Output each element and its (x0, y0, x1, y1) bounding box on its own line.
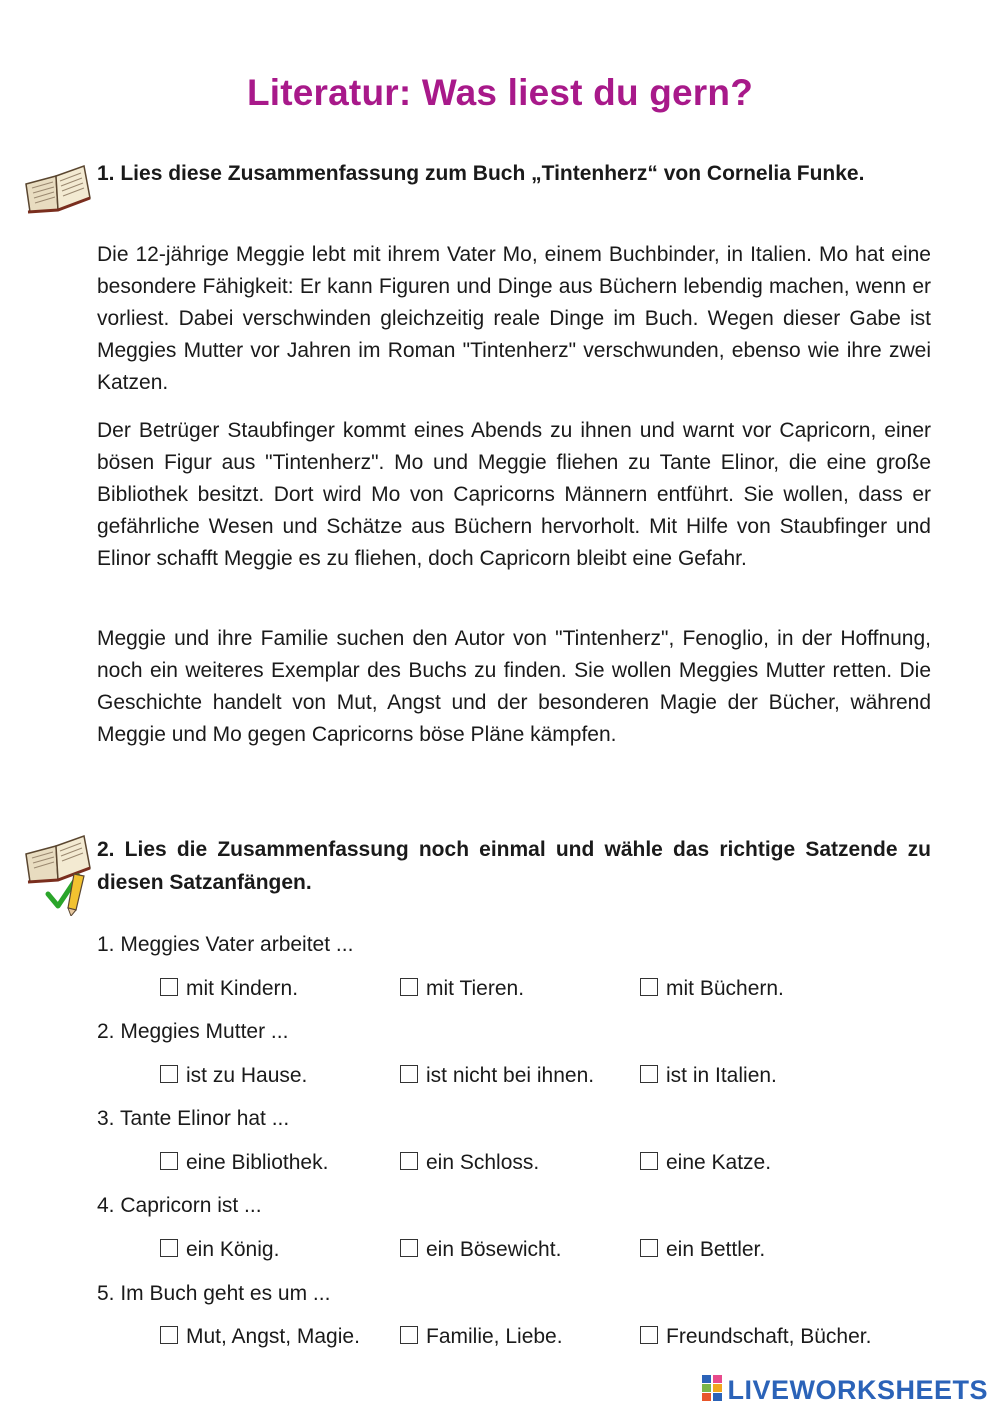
answer-option[interactable]: eine Bibliothek. (160, 1150, 328, 1176)
brand-name: LIVEWORKSHEETS (727, 1375, 988, 1405)
checkbox[interactable] (400, 1065, 418, 1083)
task1-heading: 1. Lies diese Zusammenfassung zum Buch „Tintenherz“ von Cornelia Funke. (97, 162, 865, 185)
checkbox[interactable] (640, 1326, 658, 1344)
question-prompt: 1. Meggies Vater arbeitet ... (97, 933, 354, 956)
logo-icon (701, 1374, 723, 1407)
answer-option[interactable]: ein König. (160, 1237, 279, 1263)
question-prompt: 4. Capricorn ist ... (97, 1194, 262, 1217)
answer-option[interactable]: ein Bettler. (640, 1237, 765, 1263)
checkbox[interactable] (160, 1239, 178, 1257)
liveworksheets-logo (701, 1374, 988, 1407)
answer-option[interactable]: Mut, Angst, Magie. (160, 1324, 360, 1350)
question-prompt: 5. Im Buch geht es um ... (97, 1282, 331, 1305)
checkbox[interactable] (400, 1239, 418, 1257)
question-prompt: 3. Tante Elinor hat ... (97, 1107, 290, 1130)
checkbox[interactable] (160, 1065, 178, 1083)
answer-option[interactable]: Freundschaft, Bücher. (640, 1324, 871, 1350)
checkbox[interactable] (640, 978, 658, 996)
page-title: Literatur: Was liest du gern? (246, 72, 754, 113)
checkbox[interactable] (400, 1326, 418, 1344)
open-book-icon (22, 162, 92, 214)
checkbox[interactable] (160, 1152, 178, 1170)
checkbox[interactable] (400, 1152, 418, 1170)
answer-option[interactable]: ist in Italien. (640, 1063, 777, 1089)
checkbox[interactable] (640, 1152, 658, 1170)
answer-option[interactable]: ist zu Hause. (160, 1063, 307, 1089)
answer-option[interactable]: ein Bösewicht. (400, 1237, 561, 1263)
checkbox[interactable] (160, 978, 178, 996)
checkbox[interactable] (400, 978, 418, 996)
answer-option[interactable]: ist nicht bei ihnen. (400, 1063, 594, 1089)
summary-paragraph: Die 12-jährige Meggie lebt mit ihrem Vater Mo, einem Buchbinder, in Italien. Mo hat eine besondere Fähigkeit: Er kann Figuren und Dinge aus Büchern lebendig machen, wenn er vorliest. Dabei verschwinden gleichzeitig reale Dinge im Buch. Wegen dieser Gabe ist Meggies Mutter vor Jahren im Roman "Tintenherz" verschwunden, ebenso wie ihre zwei Katzen. (97, 243, 931, 394)
summary-paragraph: Der Betrüger Staubfinger kommt eines Abends zu ihnen und warnt vor Capricorn, einer bösen Figur aus "Tintenherz". Mo und Meggie fliehen zu Tante Elinor, die eine große Bibliothek besitzt. Dort wird Mo von Capricorns Männern entführt. Sie wollen, dass er gefährliche Wesen und Schätze aus Büchern hervorholt. Mit Hilfe von Staubfinger und Elinor schafft Meggie es zu fliehen, doch Capricorn bleibt eine Gefahr. (97, 419, 931, 570)
answer-option[interactable]: mit Büchern. (640, 976, 784, 1002)
checkbox[interactable] (160, 1326, 178, 1344)
question-prompt: 2. Meggies Mutter ... (97, 1020, 289, 1043)
answer-option[interactable]: mit Tieren. (400, 976, 524, 1002)
checkbox[interactable] (640, 1065, 658, 1083)
checkbox[interactable] (640, 1239, 658, 1257)
answer-option[interactable]: mit Kindern. (160, 976, 298, 1002)
task2-heading: 2. Lies die Zusammenfassung noch einmal und wähle das richtige Satzende zu diesen Satzanfängen. (97, 838, 931, 894)
book-pencil-check-icon (22, 832, 92, 916)
answer-option[interactable]: eine Katze. (640, 1150, 771, 1176)
answer-option[interactable]: Familie, Liebe. (400, 1324, 563, 1350)
answer-option[interactable]: ein Schloss. (400, 1150, 539, 1176)
summary-paragraph: Meggie und ihre Familie suchen den Autor von "Tintenherz", Fenoglio, in der Hoffnung, noch ein weiteres Exemplar des Buchs zu finden. Sie wollen Meggies Mutter retten. Die Geschichte handelt von Mut, Angst und der besonderen Magie der Bücher, während Meggie und Mo gegen Capricorns böse Pläne kämpfen. (97, 627, 931, 746)
